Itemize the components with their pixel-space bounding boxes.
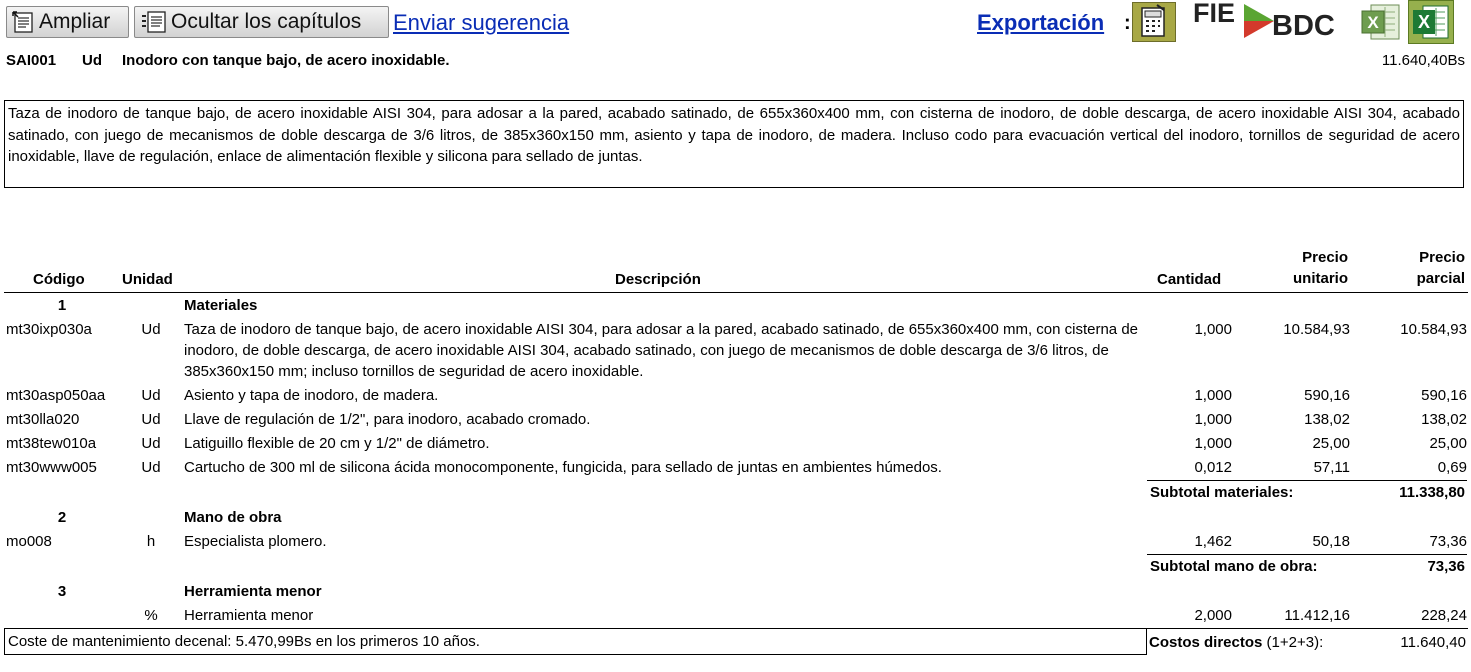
ocultar-capitulos-button[interactable] — [134, 6, 389, 38]
group-number: 2 — [57, 509, 67, 526]
zoom-document-icon — [11, 10, 37, 34]
item-unit: Ud — [82, 52, 102, 69]
row-description: Herramienta menor — [184, 607, 314, 624]
row-code: mt30asp050aa — [6, 387, 106, 404]
row-quantity: 0,012 — [1194, 459, 1232, 476]
row-unit-price: 50,18 — [1312, 533, 1350, 550]
direct-costs-suffix: (1+2+3): — [1262, 634, 1324, 651]
header-precio-unitario-line2: unitario — [1293, 270, 1348, 287]
row-unit-price: 11.412,16 — [1284, 607, 1350, 624]
calculator-document-icon — [1133, 3, 1175, 41]
row-unit: h — [146, 533, 156, 550]
subtotal-materiales-value: 11.338,80 — [1399, 484, 1465, 501]
svg-text:X: X — [1417, 12, 1431, 32]
item-description: Taza de inodoro de tanque bajo, de acero inoxidable AISI 304, para adosar a la pared, acabado satinado, de 655x360x400 mm, con cisterna de inodoro, de doble descarga, de acero inoxidable AISI 304, acabado satinado, con juego de mecanismos de doble descarga de 3/6 litros, de 385x360x150 mm, asiento y tapa de inodoro, de madera. Incluso codo para evacuación vertical del inodoro, tornillos de seguridad de acero inoxidable, llave de regulación, enlace de alimentación flexible y silicona para sellado de juntas. — [4, 100, 1464, 188]
group-title: Materiales — [184, 297, 258, 314]
row-partial-price: 25,00 — [1429, 435, 1467, 452]
export-fiebdc-button[interactable] — [1192, 0, 1344, 44]
excel-old-icon — [1360, 2, 1402, 42]
row-description: Llave de regulación de 1/2", para inodoro, acabado cromado. — [184, 411, 591, 428]
export-excel-button[interactable] — [1408, 0, 1454, 44]
row-unit-price: 138,02 — [1304, 411, 1350, 428]
excel-icon — [1409, 1, 1453, 43]
group-title: Herramienta menor — [184, 583, 322, 600]
row-unit: Ud — [141, 435, 161, 452]
item-title: Inodoro con tanque bajo, de acero inoxidable. — [122, 52, 450, 69]
row-code: mo008 — [6, 533, 52, 550]
row-unit-price: 590,16 — [1304, 387, 1350, 404]
export-calculator-button[interactable] — [1132, 2, 1176, 42]
header-precio-unitario-line1: Precio — [1302, 249, 1348, 266]
maintenance-cost-text: Coste de mantenimiento decenal: 5.470,99Bs en los primeros 10 años. — [8, 633, 480, 650]
row-description: Taza de inodoro de tanque bajo, de acero inoxidable AISI 304, para adosar a la pared, acabado satinado, de 655x360x400 mm, con cisterna de inodoro, de doble descarga, de acero inoxidable AISI 304, acabado satinado, con juego de mecanismos de doble descarga de 3/6 litros, de 385x360x150 mm; incluso tornillos de seguridad de acero inoxidable. — [184, 321, 1139, 380]
row-description: Asiento y tapa de inodoro, de madera. — [184, 387, 439, 404]
row-description: Cartucho de 300 ml de silicona ácida monocomponente, fungicida, para sellado de juntas en ambientes húmedos. — [184, 459, 942, 476]
row-partial-price: 73,36 — [1429, 533, 1467, 550]
row-quantity: 1,000 — [1194, 321, 1232, 338]
row-quantity: 2,000 — [1194, 607, 1232, 624]
row-partial-price: 228,24 — [1421, 607, 1467, 624]
exportacion-label: Exportación — [977, 10, 1105, 35]
row-quantity: 1,000 — [1194, 387, 1232, 404]
row-unit: Ud — [141, 321, 161, 338]
item-code: SAI001 — [6, 52, 57, 69]
row-unit: Ud — [141, 459, 161, 476]
row-code: mt30lla020 — [6, 411, 80, 428]
header-precio-parcial-line2: parcial — [1416, 270, 1465, 287]
header-descripcion: Descripción — [615, 271, 701, 288]
maintenance-cost-box — [4, 628, 1147, 655]
direct-costs-label: Costos directos — [1149, 634, 1263, 651]
subtotal-mano-obra-label: Subtotal mano de obra: — [1150, 558, 1318, 575]
row-code: mt38tew010a — [6, 435, 97, 452]
group-number: 1 — [57, 297, 67, 314]
ampliar-label: Ampliar — [39, 10, 111, 33]
header-divider — [4, 292, 1468, 293]
row-quantity: 1,000 — [1194, 411, 1232, 428]
group-number: 3 — [57, 583, 67, 600]
document-list-icon — [139, 10, 169, 34]
row-unit: % — [144, 607, 158, 624]
header-cantidad: Cantidad — [1157, 271, 1222, 288]
direct-costs-box — [1146, 628, 1468, 655]
exportacion-colon: : — [1124, 12, 1131, 34]
fiebdc-logo-arrow-icon — [1244, 4, 1274, 38]
row-quantity: 1,462 — [1194, 533, 1232, 550]
subtotal-divider — [1147, 480, 1467, 481]
row-partial-price: 590,16 — [1421, 387, 1467, 404]
row-code: mt30www005 — [6, 459, 97, 476]
row-unit-price: 10.584,93 — [1283, 321, 1350, 338]
fiebdc-logo-fie: FIE — [1193, 0, 1236, 28]
ampliar-button[interactable] — [6, 6, 129, 38]
row-unit: Ud — [141, 387, 161, 404]
row-partial-price: 10.584,93 — [1400, 321, 1467, 338]
header-precio-parcial-line1: Precio — [1419, 249, 1465, 266]
subtotal-mano-obra-value: 73,36 — [1427, 558, 1465, 575]
enviar-sugerencia-link[interactable]: Enviar sugerencia — [393, 10, 570, 35]
fiebdc-logo-bdc: BDC — [1272, 10, 1335, 42]
row-unit: Ud — [141, 411, 161, 428]
row-unit-price: 25,00 — [1312, 435, 1350, 452]
direct-costs-value: 11.640,40 — [1400, 634, 1466, 651]
header-unidad: Unidad — [122, 271, 173, 288]
subtotal-divider — [1147, 554, 1467, 555]
item-price: 11.640,40Bs — [1381, 52, 1465, 69]
row-unit-price: 57,11 — [1313, 459, 1350, 476]
header-precio-unitario — [1250, 247, 1348, 289]
header-codigo: Código — [33, 271, 85, 288]
row-code: mt30ixp030a — [6, 321, 92, 338]
svg-text:X: X — [1367, 13, 1379, 32]
group-title: Mano de obra — [184, 509, 282, 526]
row-partial-price: 0,69 — [1437, 459, 1467, 476]
ocultar-label: Ocultar los capítulos — [171, 10, 362, 33]
subtotal-materiales-label: Subtotal materiales: — [1150, 484, 1294, 501]
header-precio-parcial — [1360, 247, 1465, 289]
row-partial-price: 138,02 — [1421, 411, 1467, 428]
row-description: Especialista plomero. — [184, 533, 327, 550]
export-excel-2003-button[interactable] — [1360, 2, 1402, 42]
row-quantity: 1,000 — [1194, 435, 1232, 452]
row-description: Latiguillo flexible de 20 cm y 1/2" de diámetro. — [184, 435, 490, 452]
